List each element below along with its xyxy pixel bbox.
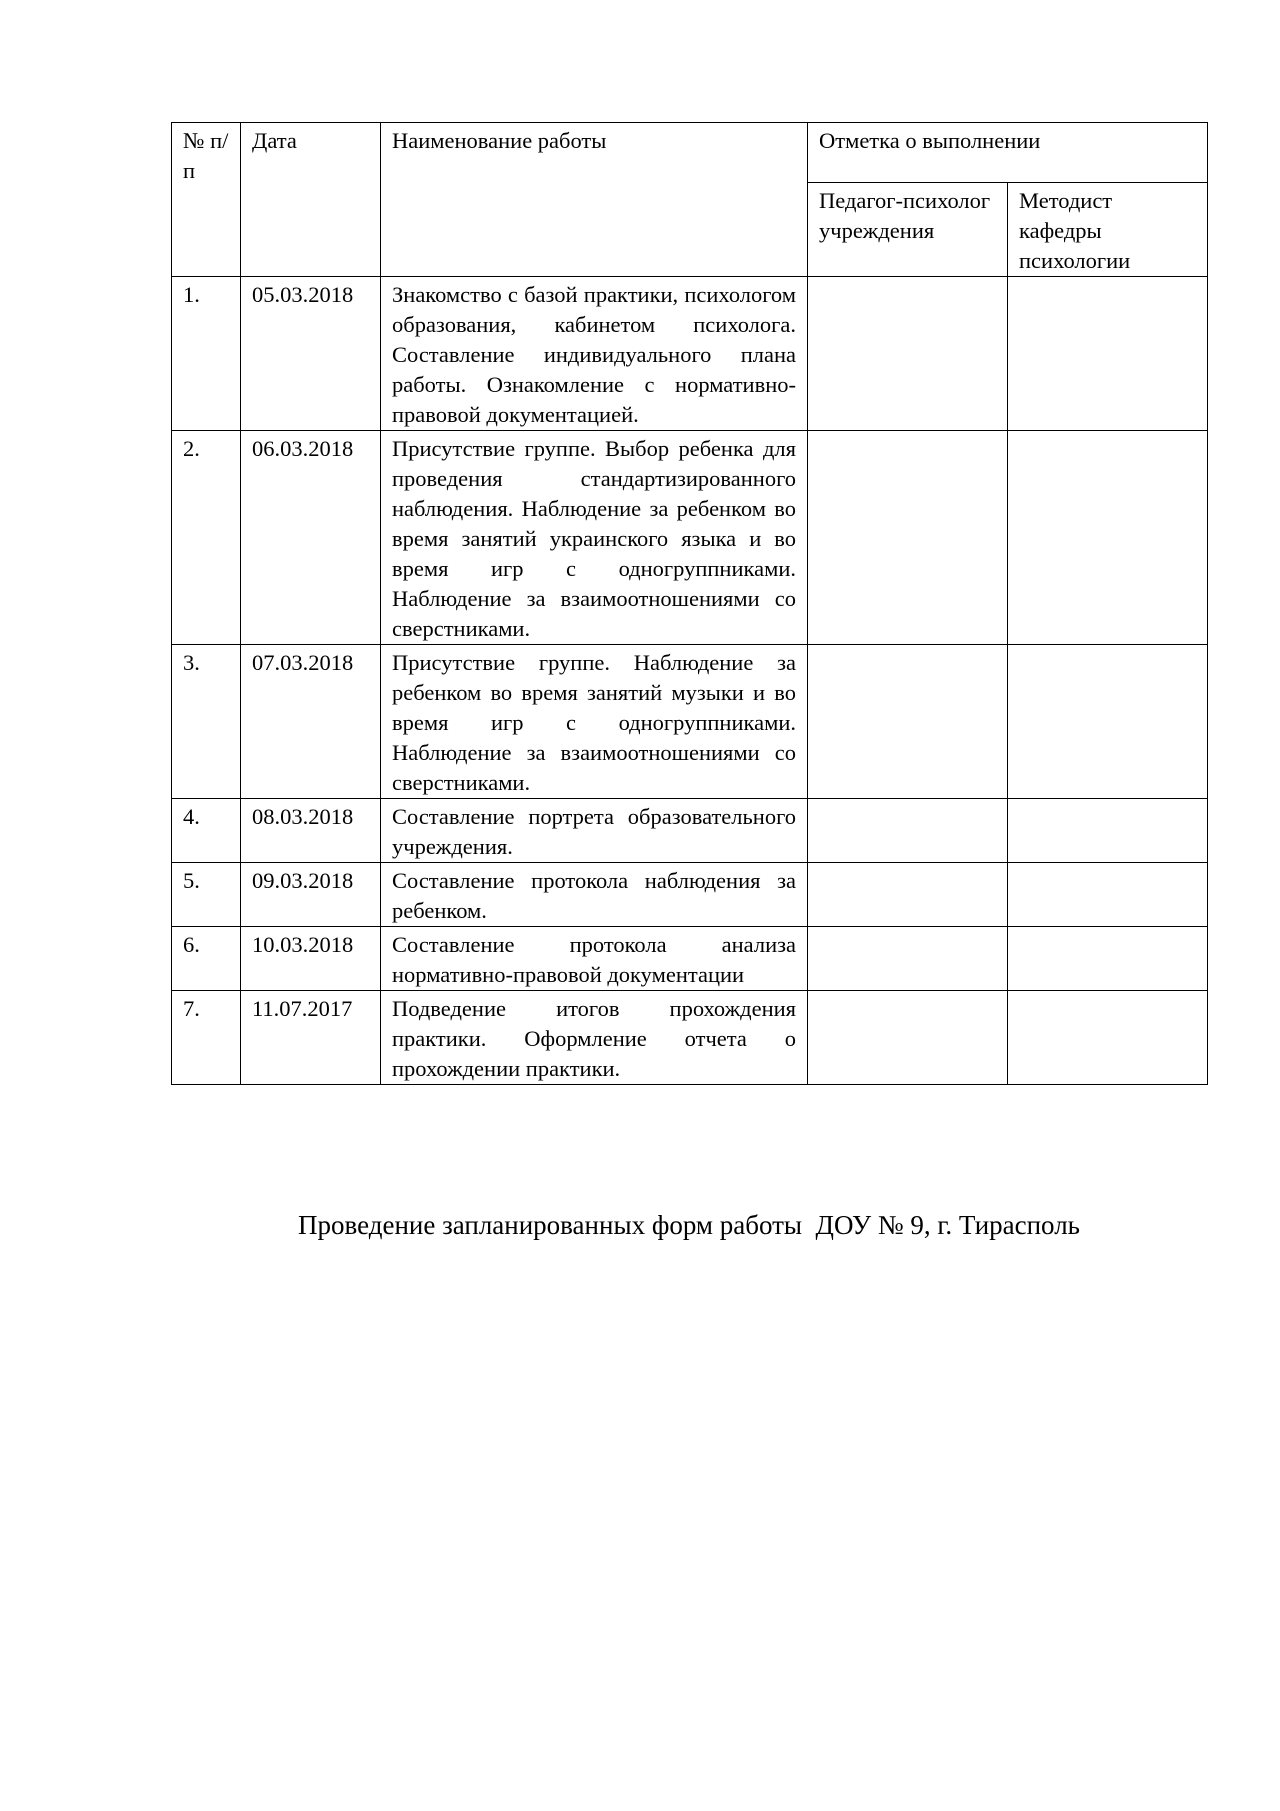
row-methodologist-mark [1008,991,1208,1085]
header-educational-psychologist: Педагог-психолог учреждения [808,183,1008,277]
row-psychologist-mark [808,863,1008,927]
row-date: 09.03.2018 [241,863,381,927]
row-number: 7. [172,991,241,1085]
row-work: Составление протокола анализа нормативно-правовой документации [381,927,808,991]
practice-log-table [171,122,1208,1085]
header-date: Дата [241,123,381,277]
row-number: 3. [172,645,241,799]
row-number: 2. [172,431,241,645]
table-row [172,431,1208,645]
table-row [172,991,1208,1085]
row-psychologist-mark [808,991,1008,1085]
row-number: 4. [172,799,241,863]
row-work: Знакомство с базой практики, психологом образования, кабинетом психолога. Составление индивидуального плана работы. Ознакомление с нормативно-правовой документацией. [381,277,808,431]
table-caption: Проведение запланированных форм работы ДОУ № 9, г. Тирасполь [298,1210,1080,1240]
row-number: 1. [172,277,241,431]
row-date: 05.03.2018 [241,277,381,431]
table-row [172,927,1208,991]
row-date: 10.03.2018 [241,927,381,991]
table-header-row [172,123,1208,183]
header-completion-mark: Отметка о выполнении [808,123,1208,183]
row-number: 5. [172,863,241,927]
table-row [172,863,1208,927]
row-psychologist-mark [808,645,1008,799]
row-date: 07.03.2018 [241,645,381,799]
row-psychologist-mark [808,277,1008,431]
row-work: Составление портрета образовательного учреждения. [381,799,808,863]
row-methodologist-mark [1008,863,1208,927]
row-date: 08.03.2018 [241,799,381,863]
row-psychologist-mark [808,431,1008,645]
row-work: Присутствие группе. Наблюдение за ребенком во время занятий музыки и во время игр с одногруппниками. Наблюдение за взаимоотношениями со сверстниками. [381,645,808,799]
row-methodologist-mark [1008,277,1208,431]
row-work: Подведение итогов прохождения практики. Оформление отчета о прохождении практики. [381,991,808,1085]
header-number: № п/п [172,123,241,277]
row-date: 11.07.2017 [241,991,381,1085]
row-number: 6. [172,927,241,991]
row-methodologist-mark [1008,431,1208,645]
row-date: 06.03.2018 [241,431,381,645]
row-work: Составление протокола наблюдения за ребенком. [381,863,808,927]
row-work: Присутствие группе. Выбор ребенка для проведения стандартизированного наблюдения. Наблюдение за ребенком во время занятий украинского языка и во время игр с одногруппниками. Наблюдение за взаимоотношениями со сверстниками. [381,431,808,645]
row-methodologist-mark [1008,799,1208,863]
row-psychologist-mark [808,799,1008,863]
row-methodologist-mark [1008,927,1208,991]
table-row [172,645,1208,799]
header-methodologist: Методист кафедры психологии [1008,183,1208,277]
row-methodologist-mark [1008,645,1208,799]
header-work-name: Наименование работы [381,123,808,277]
row-psychologist-mark [808,927,1008,991]
table-row [172,277,1208,431]
table-row [172,799,1208,863]
